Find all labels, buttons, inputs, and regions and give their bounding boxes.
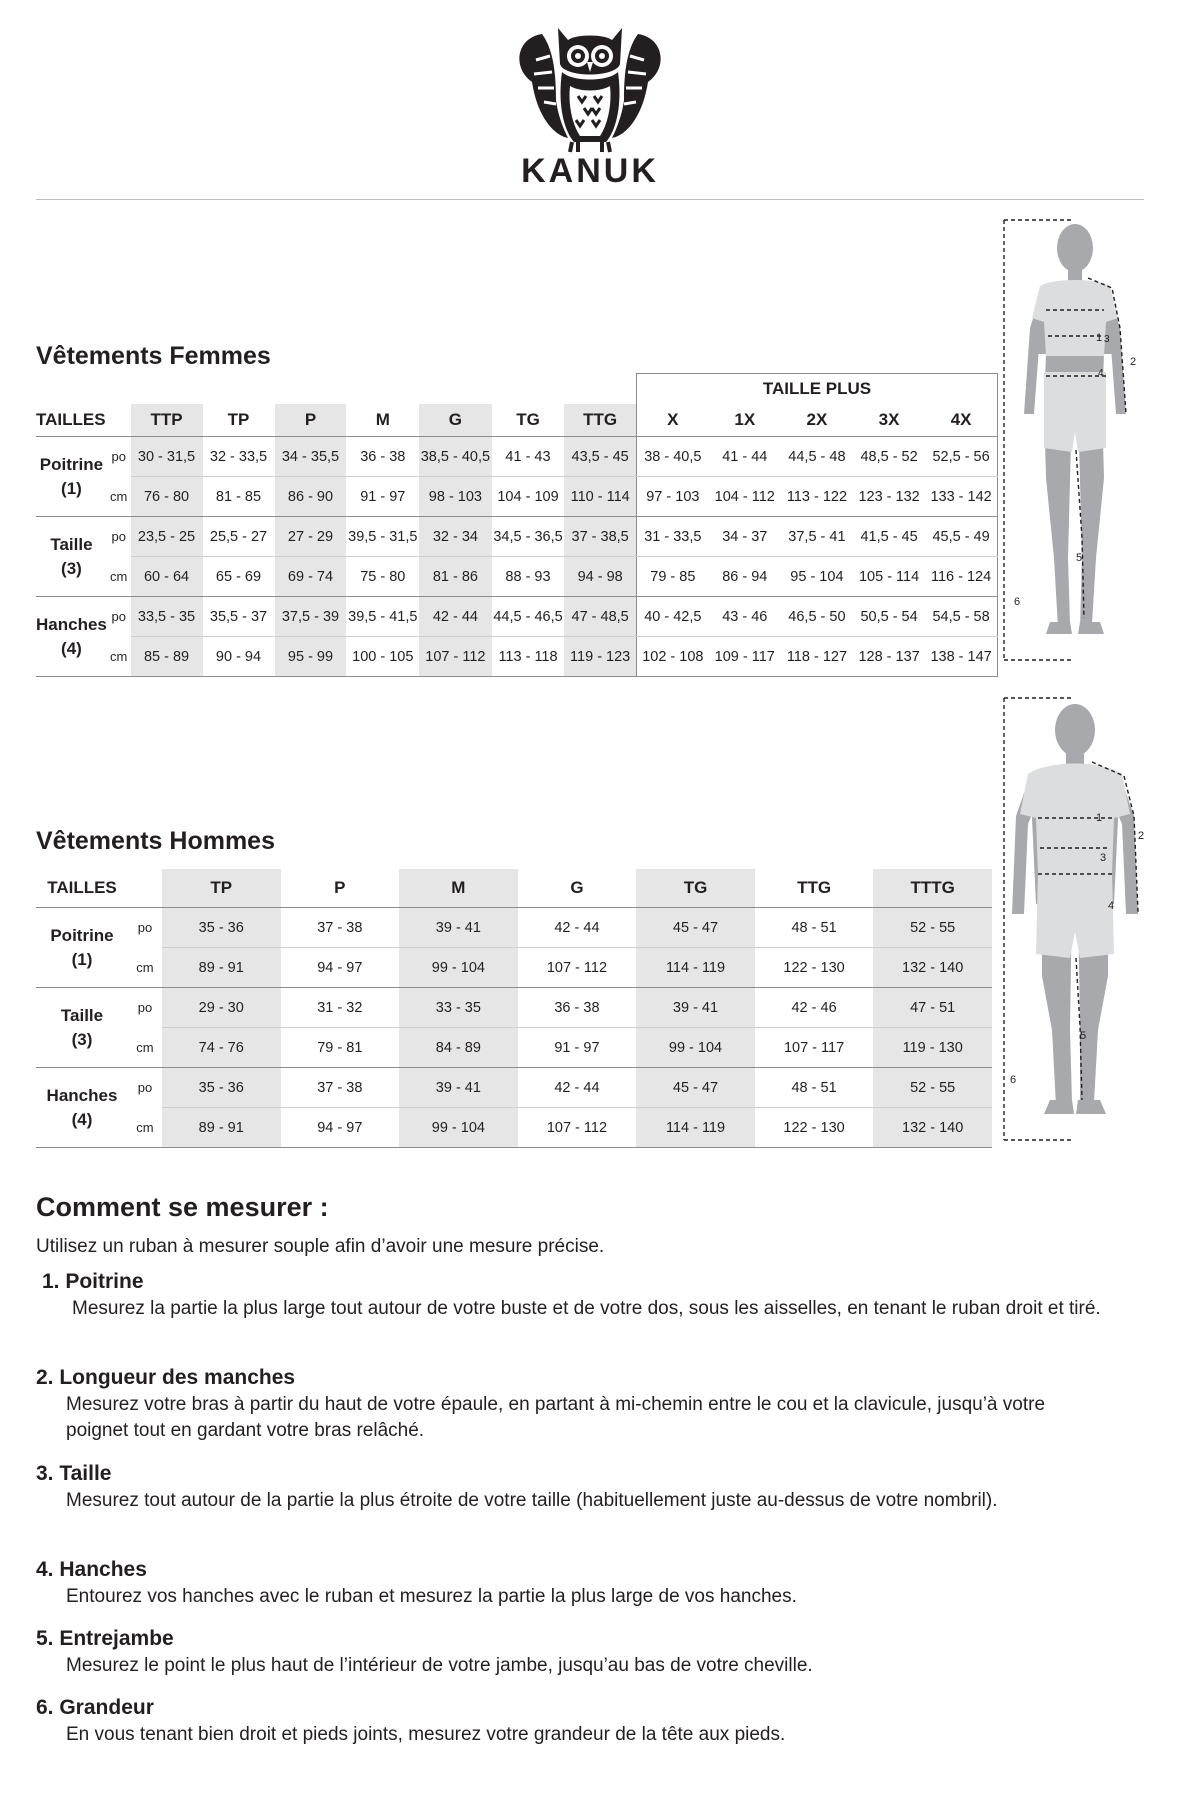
table-cell: 79 - 81 (281, 1028, 400, 1068)
table-cell: 52 - 55 (873, 1068, 992, 1108)
table-cell: 45 - 47 (636, 1068, 755, 1108)
table-cell: 94 - 97 (281, 948, 400, 988)
table-cell: 47 - 51 (873, 988, 992, 1028)
table-cell: 119 - 130 (873, 1028, 992, 1068)
size-header: TP (203, 404, 275, 437)
header-divider (36, 199, 1144, 200)
table-cell: 50,5 - 54 (853, 597, 925, 637)
table-cell: 37 - 38,5 (564, 517, 636, 557)
table-row (36, 557, 998, 597)
table-cell: 123 - 132 (853, 477, 925, 517)
table-cell: 54,5 - 58 (925, 597, 997, 637)
table-cell: 113 - 122 (781, 477, 853, 517)
table-cell: 33,5 - 35 (131, 597, 203, 637)
step-sleeve (36, 1366, 1116, 1444)
table-row (36, 948, 992, 988)
table-cell: 94 - 98 (564, 557, 636, 597)
table-row (36, 988, 992, 1028)
table-cell: 41 - 44 (709, 437, 781, 477)
table-cell: 99 - 104 (399, 948, 518, 988)
table-cell: 65 - 69 (203, 557, 275, 597)
table-row (36, 517, 998, 557)
table-cell: 90 - 94 (203, 637, 275, 677)
measure-name: Hanches (46, 1085, 118, 1105)
table-cell: 38,5 - 40,5 (419, 437, 492, 477)
size-header: G (518, 869, 637, 908)
women-marker-5: 5 (1076, 552, 1083, 564)
measure-label (36, 517, 107, 597)
unit-label: cm (107, 477, 131, 517)
measure-number: (4) (61, 638, 82, 658)
table-cell: 105 - 114 (853, 557, 925, 597)
table-row (36, 637, 998, 677)
table-cell: 122 - 130 (755, 948, 874, 988)
table-cell: 116 - 124 (925, 557, 997, 597)
table-cell: 81 - 86 (419, 557, 492, 597)
table-cell: 128 - 137 (853, 637, 925, 677)
owl-logo-icon (512, 20, 668, 160)
table-cell: 48,5 - 52 (853, 437, 925, 477)
step-text: En vous tenant bien droit et pieds joints, mesurez votre grandeur de la tête aux pieds. (66, 1724, 786, 1745)
table-cell: 133 - 142 (925, 477, 997, 517)
table-cell: 39 - 41 (399, 908, 518, 948)
size-header: TTP (131, 404, 203, 437)
table-cell: 42 - 44 (518, 1068, 637, 1108)
step-title: 4. Hanches (36, 1558, 147, 1581)
marker-3: 3 (1104, 334, 1110, 345)
table-cell: 37 - 38 (281, 1068, 400, 1108)
table-row (36, 437, 998, 477)
table-cell: 37 - 38 (281, 908, 400, 948)
table-cell: 23,5 - 25 (131, 517, 203, 557)
table-cell: 91 - 97 (346, 477, 419, 517)
size-header: 4X (925, 404, 997, 437)
measure-name: Poitrine (50, 925, 114, 945)
brand-name: KANUK (521, 152, 659, 190)
table-cell: 114 - 119 (636, 1108, 755, 1148)
measure-name: Taille (50, 534, 93, 554)
table-row (36, 1068, 992, 1108)
table-cell: 102 - 108 (636, 637, 708, 677)
size-header: M (399, 869, 518, 908)
table-cell: 86 - 94 (709, 557, 781, 597)
table-cell: 27 - 29 (275, 517, 347, 557)
table-cell: 107 - 112 (518, 1108, 637, 1148)
size-header: X (636, 404, 708, 437)
men-marker-2: 2 (1138, 830, 1145, 842)
sizes-label: TAILLES (36, 404, 107, 437)
table-cell: 98 - 103 (419, 477, 492, 517)
table-cell: 69 - 74 (275, 557, 347, 597)
measure-number: (3) (61, 558, 82, 578)
table-cell: 79 - 85 (636, 557, 708, 597)
unit-label: po (111, 529, 126, 545)
table-cell: 97 - 103 (636, 477, 708, 517)
table-cell: 74 - 76 (162, 1028, 281, 1068)
women-marker-6: 6 (1014, 596, 1021, 608)
table-cell: 91 - 97 (518, 1028, 637, 1068)
measure-number: (3) (71, 1029, 93, 1049)
measure-label (36, 908, 128, 988)
table-row (36, 477, 998, 517)
size-header: TG (636, 869, 755, 908)
marker-4: 4 (1098, 368, 1104, 379)
table-cell: 31 - 32 (281, 988, 400, 1028)
table-cell: 75 - 80 (346, 557, 419, 597)
men-marker-6: 6 (1010, 1074, 1017, 1086)
table-cell: 41 - 43 (492, 437, 565, 477)
table-cell: 34 - 35,5 (275, 437, 347, 477)
table-cell: 29 - 30 (162, 988, 281, 1028)
table-cell: 42 - 44 (518, 908, 637, 948)
table-cell: 41,5 - 45 (853, 517, 925, 557)
unit-label: cm (107, 557, 131, 597)
women-measurement-figure (1000, 218, 1150, 666)
unit-label: po (137, 1080, 153, 1096)
women-marker-1: 1 (1096, 332, 1103, 344)
table-cell: 95 - 99 (275, 637, 347, 677)
measure-guide-intro: Utilisez un ruban à mesurer souple afin d’avoir une mesure précise. (36, 1236, 605, 1257)
table-cell: 110 - 114 (564, 477, 636, 517)
size-header: 2X (781, 404, 853, 437)
table-cell: 32 - 33,5 (203, 437, 275, 477)
women-size-table (36, 373, 998, 677)
table-cell: 36 - 38 (346, 437, 419, 477)
step-text: Entourez vos hanches avec le ruban et mesurez la partie la plus large de vos hanches. (66, 1586, 797, 1607)
table-cell: 42 - 44 (419, 597, 492, 637)
measure-label (36, 1068, 128, 1148)
table-cell: 35,5 - 37 (203, 597, 275, 637)
step-title: 6. Grandeur (36, 1696, 154, 1719)
table-cell: 46,5 - 50 (781, 597, 853, 637)
table-cell: 33 - 35 (399, 988, 518, 1028)
step-hips (36, 1558, 1116, 1610)
table-cell: 132 - 140 (873, 1108, 992, 1148)
table-cell: 95 - 104 (781, 557, 853, 597)
table-cell: 94 - 97 (281, 1108, 400, 1148)
table-cell: 39 - 41 (399, 1068, 518, 1108)
table-cell: 48 - 51 (755, 1068, 874, 1108)
measure-guide-title: Comment se mesurer : (36, 1192, 329, 1222)
table-cell: 81 - 85 (203, 477, 275, 517)
size-header: TG (492, 404, 565, 437)
table-cell: 89 - 91 (162, 948, 281, 988)
size-header: P (275, 404, 347, 437)
table-cell: 132 - 140 (873, 948, 992, 988)
step-inseam (36, 1627, 1116, 1679)
sizes-label: TAILLES (36, 869, 128, 908)
step-title: 2. Longueur des manches (36, 1366, 296, 1389)
women-section-title: Vêtements Femmes (36, 342, 271, 370)
table-cell: 37,5 - 41 (781, 517, 853, 557)
table-cell: 107 - 117 (755, 1028, 874, 1068)
step-chest (36, 1270, 1116, 1322)
size-header: P (281, 869, 400, 908)
table-row (36, 908, 992, 948)
measure-number: (4) (71, 1109, 93, 1129)
step-title: 5. Entrejambe (36, 1627, 174, 1650)
men-marker-1: 1 (1096, 812, 1103, 824)
size-header: 1X (709, 404, 781, 437)
table-cell: 114 - 119 (636, 948, 755, 988)
table-cell: 48 - 51 (755, 908, 874, 948)
table-cell: 84 - 89 (399, 1028, 518, 1068)
measure-name: Hanches (36, 614, 107, 634)
unit-label: cm (128, 948, 162, 988)
table-cell: 119 - 123 (564, 637, 636, 677)
table-cell: 47 - 48,5 (564, 597, 636, 637)
table-cell: 38 - 40,5 (636, 437, 708, 477)
table-cell: 44,5 - 46,5 (492, 597, 565, 637)
measure-label (36, 597, 107, 677)
table-cell: 76 - 80 (131, 477, 203, 517)
table-cell: 39,5 - 41,5 (346, 597, 419, 637)
measure-label (36, 988, 128, 1068)
step-waist (36, 1462, 1116, 1514)
size-header: M (346, 404, 419, 437)
step-text: Mesurez la partie la plus large tout autour de votre buste et de votre dos, sous les aisselles, en tenant le ruban droit et tiré. (72, 1298, 1101, 1319)
table-cell: 85 - 89 (131, 637, 203, 677)
table-cell: 30 - 31,5 (131, 437, 203, 477)
table-cell: 44,5 - 48 (781, 437, 853, 477)
unit-label: po (111, 609, 126, 625)
table-cell: 104 - 112 (709, 477, 781, 517)
step-text: Mesurez le point le plus haut de l’intérieur de votre jambe, jusqu’au bas de votre cheville. (66, 1655, 813, 1676)
step-title: 1. Poitrine (42, 1270, 144, 1293)
table-cell: 43,5 - 45 (564, 437, 636, 477)
table-cell: 39 - 41 (636, 988, 755, 1028)
table-cell: 35 - 36 (162, 1068, 281, 1108)
table-cell: 25,5 - 27 (203, 517, 275, 557)
table-cell: 104 - 109 (492, 477, 565, 517)
header (0, 0, 1180, 200)
unit-label: cm (128, 1108, 162, 1148)
step-text: Mesurez tout autour de la partie la plus étroite de votre taille (habituellement juste au-dessus de votre nombril). (66, 1490, 998, 1511)
table-cell: 32 - 34 (419, 517, 492, 557)
table-cell: 40 - 42,5 (636, 597, 708, 637)
plus-size-label: TAILLE PLUS (636, 374, 997, 405)
table-cell: 37,5 - 39 (275, 597, 347, 637)
table-cell: 113 - 118 (492, 637, 565, 677)
men-section-title: Vêtements Hommes (36, 827, 275, 855)
size-header: 3X (853, 404, 925, 437)
size-header: TTTG (873, 869, 992, 908)
measure-name: Taille (60, 1005, 104, 1025)
step-title: 3. Taille (36, 1462, 112, 1485)
table-cell: 45 - 47 (636, 908, 755, 948)
men-marker-5: 5 (1080, 1030, 1087, 1042)
table-cell: 52 - 55 (873, 908, 992, 948)
table-cell: 107 - 112 (419, 637, 492, 677)
table-cell: 43 - 46 (709, 597, 781, 637)
table-cell: 88 - 93 (492, 557, 565, 597)
size-header: TTG (564, 404, 636, 437)
step-height (36, 1696, 1116, 1748)
measure-label (36, 437, 107, 517)
table-cell: 122 - 130 (755, 1108, 874, 1148)
table-cell: 107 - 112 (518, 948, 637, 988)
table-row (36, 1108, 992, 1148)
table-cell: 86 - 90 (275, 477, 347, 517)
table-row (36, 597, 998, 637)
unit-label: po (137, 920, 153, 936)
size-header: G (419, 404, 492, 437)
men-marker-3: 3 (1100, 852, 1107, 864)
table-cell: 109 - 117 (709, 637, 781, 677)
men-marker-4: 4 (1108, 900, 1115, 912)
unit-label: cm (107, 637, 131, 677)
table-cell: 138 - 147 (925, 637, 997, 677)
table-cell: 99 - 104 (399, 1108, 518, 1148)
table-cell: 99 - 104 (636, 1028, 755, 1068)
men-measurement-figure (1000, 696, 1150, 1146)
size-header: TP (162, 869, 281, 908)
women-marker-2: 2 (1130, 356, 1137, 368)
table-cell: 118 - 127 (781, 637, 853, 677)
table-cell: 36 - 38 (518, 988, 637, 1028)
measure-number: (1) (61, 478, 82, 498)
measure-number: (1) (71, 949, 93, 969)
table-cell: 34,5 - 36,5 (492, 517, 565, 557)
table-cell: 45,5 - 49 (925, 517, 997, 557)
table-cell: 100 - 105 (346, 637, 419, 677)
men-size-table (36, 869, 992, 1148)
table-cell: 39,5 - 31,5 (346, 517, 419, 557)
table-cell: 89 - 91 (162, 1108, 281, 1148)
measure-name: Poitrine (39, 454, 104, 474)
size-header: TTG (755, 869, 874, 908)
table-cell: 60 - 64 (131, 557, 203, 597)
table-cell: 42 - 46 (755, 988, 874, 1028)
unit-label: po (137, 1000, 153, 1016)
table-cell: 31 - 33,5 (636, 517, 708, 557)
unit-label: cm (128, 1028, 162, 1068)
table-cell: 35 - 36 (162, 908, 281, 948)
table-row (36, 1028, 992, 1068)
table-cell: 52,5 - 56 (925, 437, 997, 477)
table-cell: 34 - 37 (709, 517, 781, 557)
step-text: Mesurez votre bras à partir du haut de votre épaule, en partant à mi-chemin entre le cou et la clavicule, jusqu’à votre poignet tout en gardant votre bras relâché. (66, 1394, 1046, 1441)
unit-label: po (111, 449, 126, 465)
